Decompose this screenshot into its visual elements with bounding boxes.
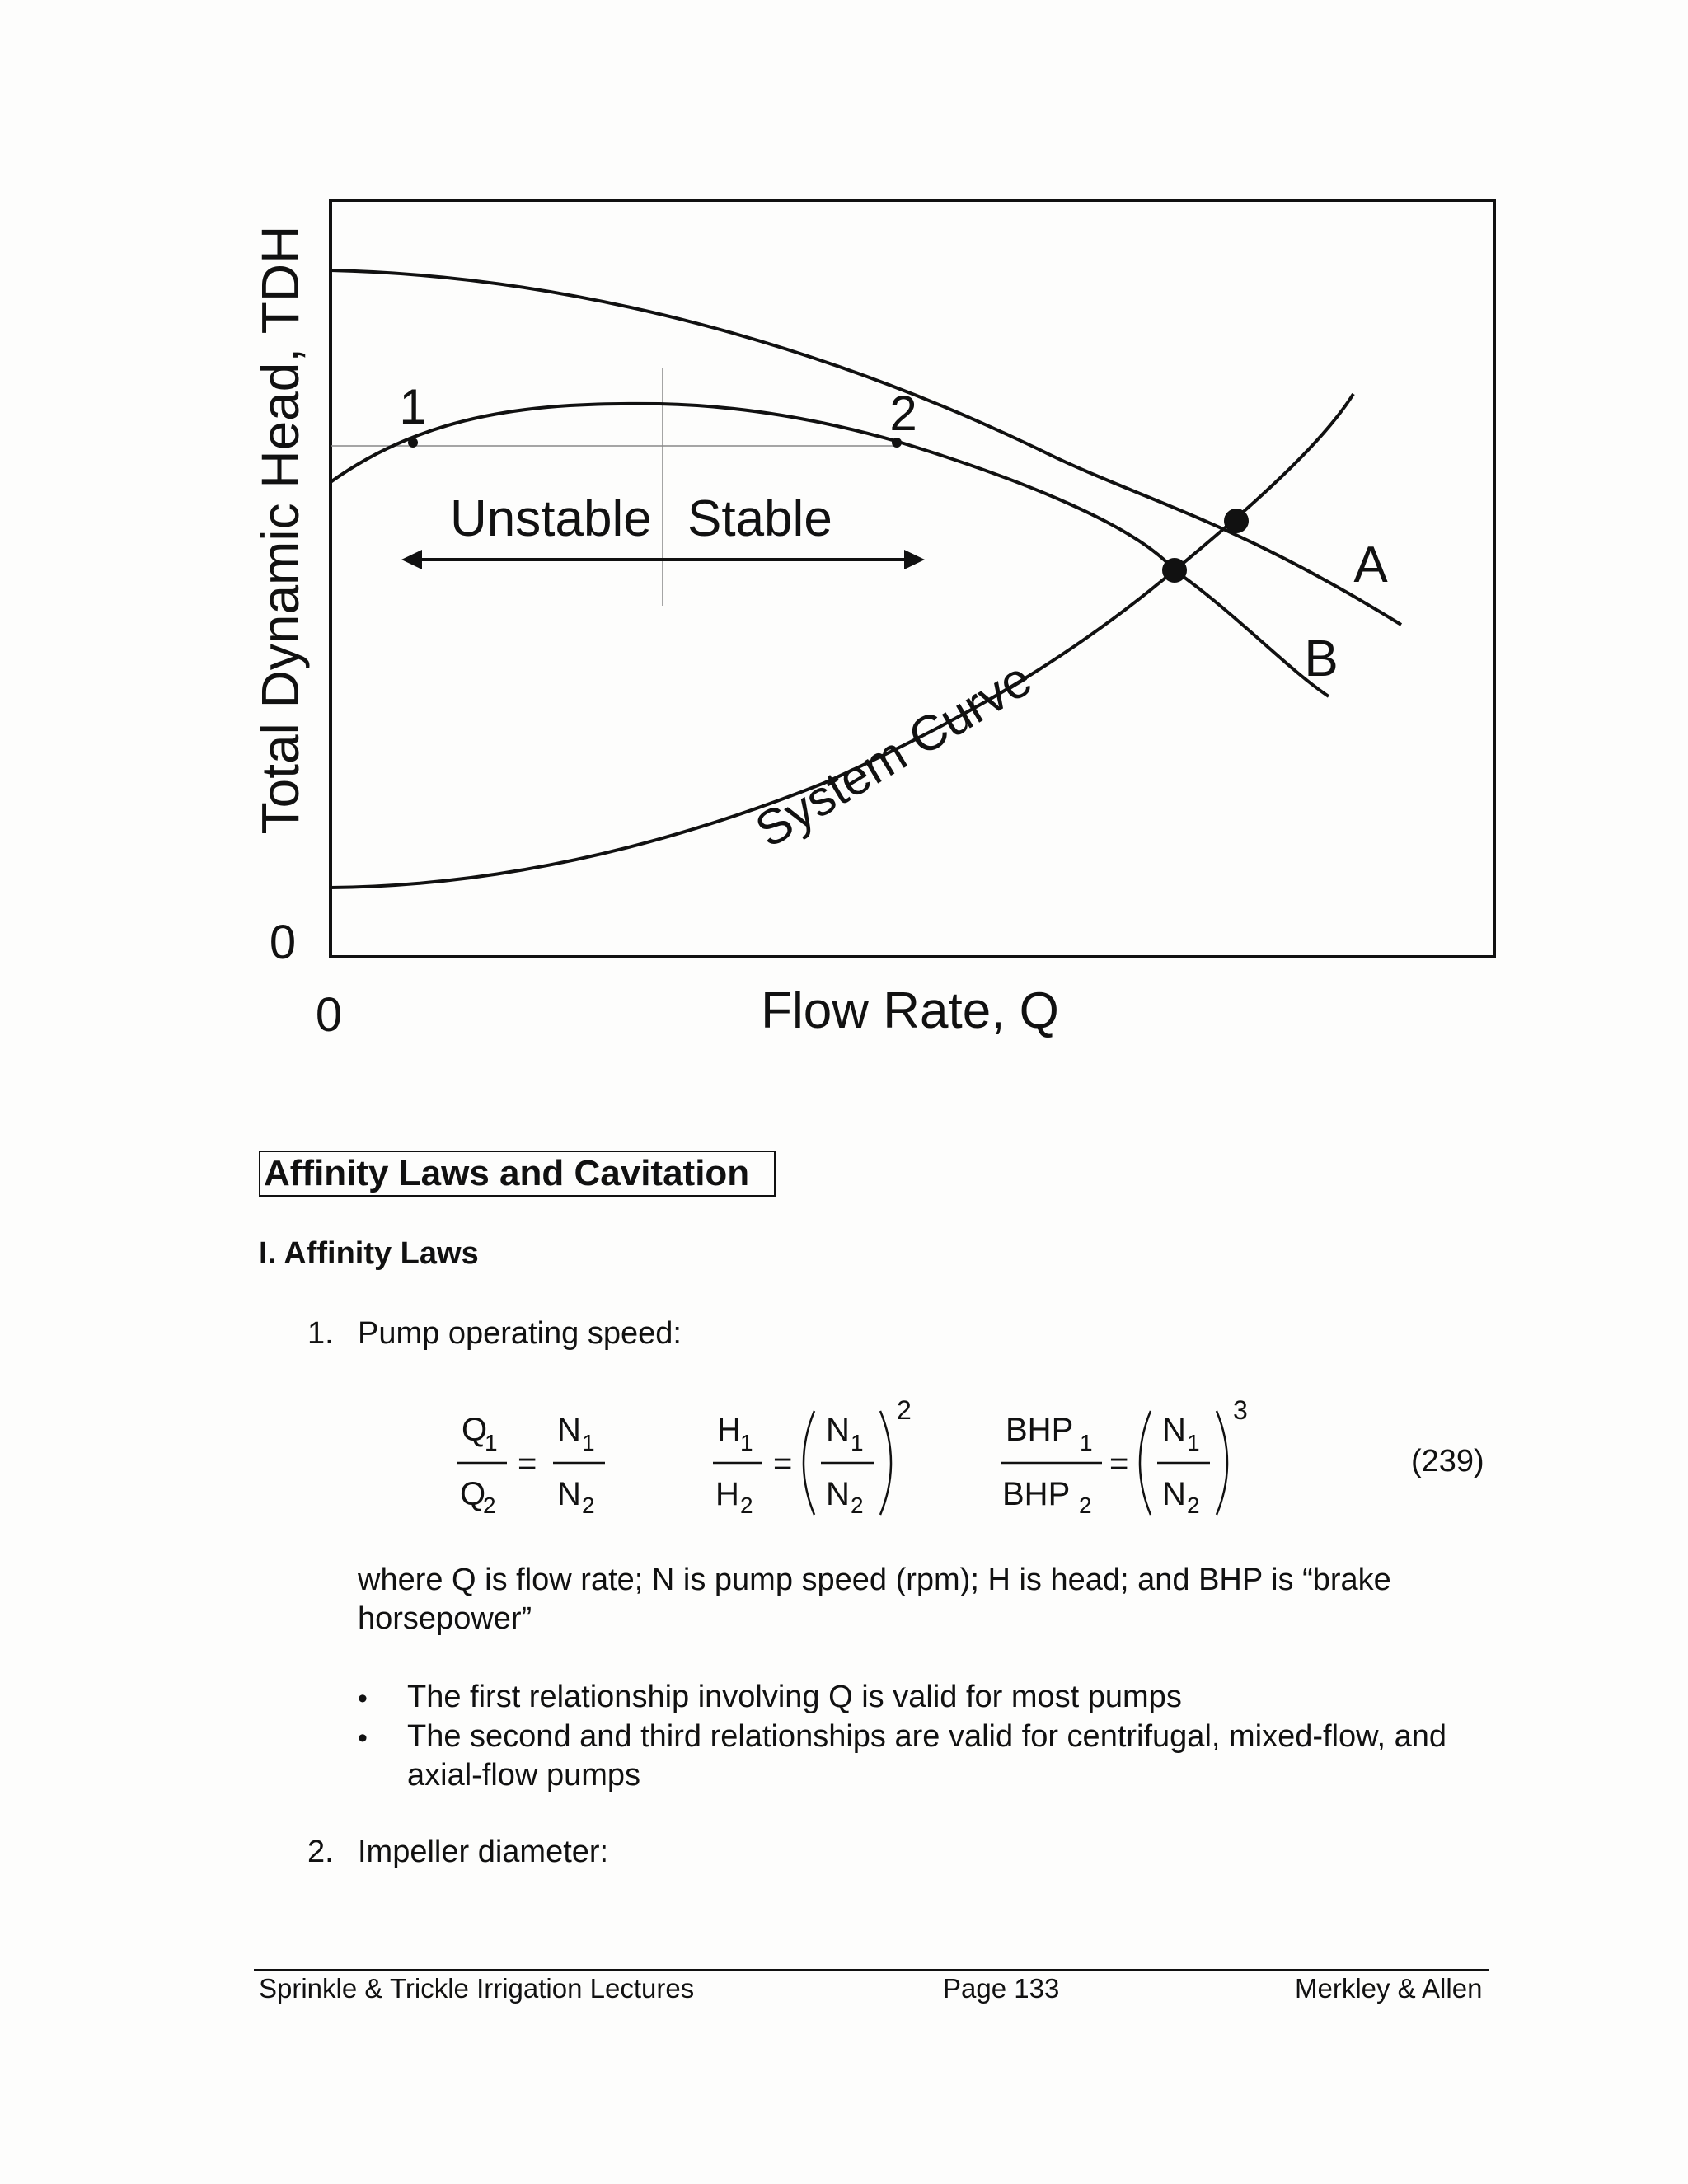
footer-page-number: Page 133 — [943, 1973, 1060, 2004]
y-origin-label: 0 — [269, 916, 297, 969]
footer-left: Sprinkle & Trickle Irrigation Lectures — [259, 1973, 695, 2004]
bullet-item-2: The second and third relationships are valid for centrifugal, mixed-flow, and axial-flow pumps — [407, 1719, 1447, 1793]
arrowhead-right — [904, 550, 925, 569]
footer-rule — [254, 1969, 1489, 1971]
system-curve-label: System Curve — [746, 650, 1041, 859]
eq-paren-right — [1217, 1411, 1227, 1515]
eq-n2: N — [826, 1476, 850, 1512]
eq-h2-sub: 2 — [740, 1493, 753, 1518]
eq-q2-sub: 2 — [483, 1493, 496, 1518]
eq-equals: = — [518, 1446, 537, 1482]
point-2-label: 2 — [889, 386, 917, 441]
eq-bhp1-sub: 1 — [1080, 1430, 1093, 1455]
point-1-label: 1 — [399, 379, 427, 434]
curve-b-label: B — [1304, 630, 1339, 687]
eq-paren-left — [1140, 1411, 1151, 1515]
eq-equals: = — [773, 1446, 793, 1482]
point-1-marker — [408, 438, 418, 448]
eq-n2-sub: 2 — [1187, 1493, 1200, 1518]
eq-h1-sub: 1 — [740, 1430, 753, 1455]
eq-n2-sub: 2 — [851, 1493, 864, 1518]
eq-n1: N — [557, 1412, 581, 1448]
eq-n2: N — [557, 1476, 581, 1512]
eq-paren-left — [804, 1411, 814, 1515]
operating-point-a — [1224, 509, 1249, 533]
arrowhead-left — [401, 550, 422, 569]
item-2-label: Impeller diameter: — [358, 1835, 609, 1869]
eq-n1: N — [1162, 1412, 1186, 1448]
bullet-item-1: The first relationship involving Q is valid for most pumps — [407, 1680, 1182, 1714]
eq-bhp2: BHP — [1002, 1476, 1071, 1512]
stable-label: Stable — [687, 490, 832, 547]
eq-n1: N — [826, 1412, 850, 1448]
eq-h2: H — [715, 1476, 739, 1512]
x-axis-label: Flow Rate, Q — [761, 982, 1059, 1039]
section-title: Affinity Laws and Cavitation — [259, 1151, 776, 1197]
eq-exponent-2: 2 — [897, 1395, 912, 1425]
x-origin-label: 0 — [315, 988, 343, 1042]
bullet-dot: • — [358, 1683, 368, 1714]
bullet-dot: • — [358, 1722, 368, 1754]
eq-exponent-3: 3 — [1233, 1395, 1248, 1425]
eq-n2-sub: 2 — [582, 1493, 595, 1518]
equation-number: (239) — [1411, 1444, 1484, 1479]
footer-right: Merkley & Allen — [1295, 1973, 1483, 2004]
eq-q1-sub: 1 — [485, 1430, 498, 1455]
pump-curve-b — [331, 404, 1329, 696]
unstable-label: Unstable — [450, 490, 652, 547]
eq-bhp2-sub: 2 — [1079, 1493, 1092, 1518]
item-2-number: 2. — [307, 1835, 334, 1869]
curve-a-label: A — [1353, 537, 1388, 593]
item-1-number: 1. — [307, 1316, 334, 1351]
eq-equals: = — [1109, 1446, 1129, 1482]
eq-h1: H — [717, 1412, 741, 1448]
y-axis-label: Total Dynamic Head, TDH — [251, 225, 310, 835]
eq-n2: N — [1162, 1476, 1186, 1512]
pump-curve-a — [331, 270, 1401, 625]
where-text: where Q is flow rate; N is pump speed (rpm); H is head; and BHP is “brake horsepower” — [358, 1563, 1391, 1636]
eq-n1-sub: 1 — [851, 1430, 864, 1455]
eq-q2: Q — [460, 1476, 486, 1512]
item-1-label: Pump operating speed: — [358, 1316, 682, 1351]
eq-n1-sub: 1 — [582, 1430, 595, 1455]
eq-paren-right — [880, 1411, 891, 1515]
eq-n1-sub: 1 — [1187, 1430, 1200, 1455]
operating-point-b — [1162, 558, 1187, 583]
affinity-equations — [445, 1393, 1269, 1533]
eq-q1: Q — [462, 1412, 488, 1448]
eq-bhp1: BHP — [1006, 1412, 1074, 1448]
subheading: I. Affinity Laws — [259, 1236, 479, 1271]
